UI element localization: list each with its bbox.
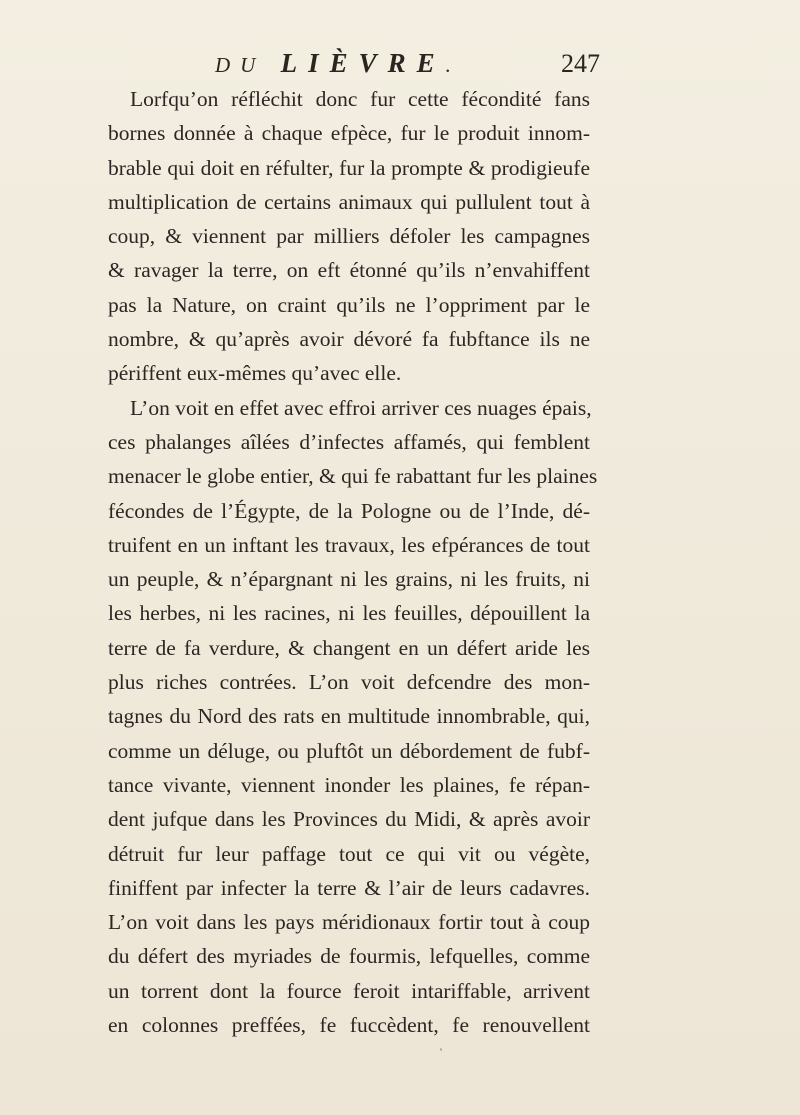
text-line: coup, & viennent par milliers défoler les campagnes	[108, 224, 590, 249]
running-title-part: DU	[215, 53, 281, 77]
paper-speck	[440, 1048, 442, 1051]
text-line: multiplication de certains animaux qui pullulent tout à	[108, 189, 590, 214]
page-number: 247	[561, 49, 600, 78]
text-line: truifent en un inftant les travaux, les efpérances de tout	[108, 532, 590, 557]
text-line: tagnes du Nord des rats en multitude innombrable, qui,	[108, 704, 590, 729]
running-title-part: LIÈVRE	[280, 48, 446, 78]
text-line: Lorfqu’on réfléchit donc fur cette fécondité fans	[130, 87, 590, 111]
text-line: périffent eux-mêmes qu’avec elle.	[108, 361, 402, 386]
text-line: plus riches contrées. L’on voit defcendre des mon-	[108, 670, 590, 695]
text-line: ces phalanges aîlées d’infectes affamés, qui femblent	[108, 429, 590, 454]
text-line: & ravager la terre, on eft étonné qu’ils n’envahiffent	[108, 258, 590, 283]
running-title	[215, 48, 461, 79]
text-line: pas la Nature, on craint qu’ils ne l’oppriment par le	[108, 292, 590, 317]
text-line: un torrent dont la fource feroit intariffable, arrivent	[108, 978, 590, 1003]
text-line: en colonnes preffées, fe fuccèdent, fe renouvellent	[108, 1013, 590, 1038]
text-line: du défert des myriades de fourmis, lefquelles, comme	[108, 944, 590, 969]
text-line: un peuple, & n’épargnant ni les grains, ni les fruits, ni	[108, 567, 590, 592]
text-line: brable qui doit en réfulter, fur la prompte & prodigieufe	[108, 155, 590, 180]
body-text	[108, 82, 598, 1042]
text-line: comme un déluge, ou pluftôt un débordement de fubf-	[108, 738, 590, 763]
text-line: menacer le globe entier, & qui fe rabattant fur les plaines	[108, 464, 598, 489]
text-line: nombre, & qu’après avoir dévoré fa fubftance ils ne	[108, 327, 590, 352]
text-line: bornes donnée à chaque efpèce, fur le produit innom-	[108, 121, 590, 146]
text-line: dent jufque dans les Provinces du Midi, & après avoir	[108, 807, 590, 832]
text-line: détruit fur leur paffage tout ce qui vit ou végète,	[108, 841, 590, 866]
text-line: terre de fa verdure, & changent en un défert aride les	[108, 635, 590, 660]
text-line: L’on voit en effet avec effroi arriver ces nuages épais,	[130, 395, 592, 420]
text-line: les herbes, ni les racines, ni les feuilles, dépouillent la	[108, 601, 590, 626]
text-line: L’on voit dans les pays méridionaux fortir tout à coup	[108, 910, 590, 935]
text-line: finiffent par infecter la terre & l’air de leurs cadavres.	[108, 875, 590, 900]
text-line: fécondes de l’Égypte, de la Pologne ou de l’Inde, dé-	[108, 498, 590, 523]
running-title-part: .	[445, 53, 461, 77]
text-line: tance vivante, viennent inonder les plaines, fe répan-	[108, 772, 590, 797]
